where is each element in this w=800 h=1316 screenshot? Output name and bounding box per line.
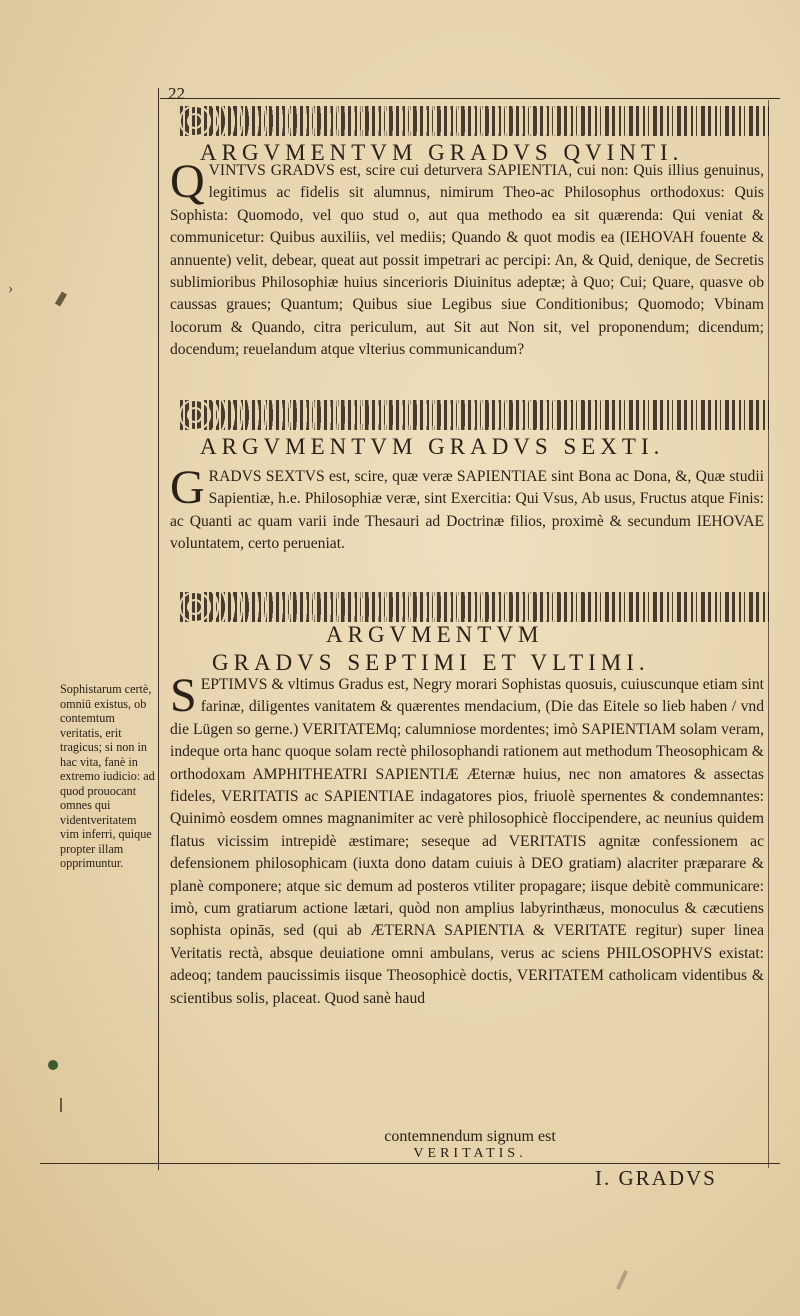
page-number: 22	[168, 84, 185, 103]
section-paragraph	[170, 155, 764, 362]
section-heading: ARGVMENTVM GRADVS QVINTI.	[200, 140, 684, 165]
margin-mark	[60, 1098, 62, 1112]
ink-spot	[48, 1060, 58, 1070]
drop-cap: S	[170, 669, 197, 722]
closing-word: VERITATIS.	[413, 1146, 527, 1161]
closing-line: contemnendum signum est	[384, 1128, 556, 1145]
right-frame-rule	[768, 100, 769, 1168]
catchword: I. GRADVS	[595, 1166, 717, 1190]
paragraph-text: EPTIMVS & vltimus Gradus est, Negry morari Sophistas quosuis, cuiuscunque etiam sint farinæ, diligentes vanitatem & quærentes mendacium, (Die das Eitele so lieb haben / vnd die Lügen so gerne.) VERITATEMq; calumniose mordentes; imò SAPIENTIAM solam veram, indeque orta hanc quoque solam rectè philosophandi rationem aut methodum Theosophicam & orthodoxam AMPHITHEATRI SAPIENTIÆ Æternæ huius, nec non amatores & assectas fideles, VERITATIS ac SAPIENTIAE indagatores pios, friuolè spernentes & condemnantes: Quinimò eosdem omnes magnanimiter ac verè philosophicè floccipendere, ac neunius quidem flatus vicissim intrepidè æstimare; seseque ad VERITATIS agnitæ confessionem ac defensionem philosophicam (iuxta dono datam cuiuis à DEO gratiam) alacriter præparare & planè componere; atque sic demum ad posteros vtiliter propagare; iisque debitè communicare: imò, cum gratiarum actione lætari, quòd non amplius labyrinthæus, monoculus & cæcutiens sophista opinās, sed (qui ab ÆTERNA SAPIENTIA & VERITATE regitur) super linea Veritatis rectà, absque deuiatione omni ambulans, verus ac sciens PHILOSOPHVS existat: adeoq; tandem paucissimis iisque Theosophicè doctis, VERITATEM catholicam videntibus & scientibus solis, placeat. Quod sanè haud	[170, 676, 764, 1007]
margin-mark: ›	[8, 280, 14, 297]
section-heading: ARGVMENTVM GRADVS SEXTI.	[200, 434, 665, 459]
section-paragraph	[170, 461, 764, 556]
ornament-band	[180, 592, 770, 622]
ornament-band	[180, 400, 770, 430]
section-paragraph	[170, 669, 764, 1010]
margin-note: Sophistarum certè, omniū existus, ob contemtum veritatis, erit tragicus; si non in hac vita, fanè in extremo iudicio: ad quod prouocant omnes qui videntveritatem vim inferri, quique propter illam opprimuntur.	[60, 682, 155, 870]
top-rule	[160, 98, 780, 99]
drop-cap: Q	[170, 155, 205, 208]
ornament-band	[180, 106, 770, 136]
bottom-rule	[40, 1163, 780, 1164]
paper-mark	[616, 1270, 628, 1290]
paragraph-text: VINTVS GRADVS est, scire cui deturvera SAPIENTIA, cui non: Quis illius genuinus, legitimus ac fidelis sit alumnus, nimirum Theo-ac Philosophus orthodoxus: Quis Sophista: Quomodo, vel quo stud o, aut qua methodo ea sit quærenda: Qui veniat & communicetur: Quibus auxiliis, vel mediis; Quando & quot modis ea (IEHOVAH fouente & annuente) velit, debear, queat aut possit impetrari ac percipi: An, & Quid, denique, de Secretis sublimioribus Philosophiæ huius sincerioris Diuinitus adeptæ; à Quo; Cui; Quare, quasve ob caussas graues; Quantum; Quibus siue Legibus siue Conditionibus; Quomodo; Vbinam locorum & Quando, citra periculum, aut Sit aut Non sit, vel proponendum; dicendum; docendum; reuelandum atque vlterius communicandum?	[170, 162, 764, 359]
section-heading-line2: GRADVS SEPTIMI ET VLTIMI.	[212, 650, 650, 675]
margin-mark	[55, 291, 67, 306]
left-frame-rule	[158, 88, 159, 1170]
drop-cap: G	[170, 461, 205, 514]
section-heading-line1: ARGVMENTVM	[326, 622, 544, 647]
paragraph-text: RADVS SEXTVS est, scire, quæ veræ SAPIENTIAE sint Bona ac Dona, &, Quæ studii Sapientiæ, h.e. Philosophiæ veræ, sint Exercitia: Qui Vsus, Ab usus, Fructus atque Finis: ac Quanti ac quam varii inde Thesauri ad Doctrinæ filios, proximè & secundum IEHOVAE voluntatem, certo perueniat.	[170, 468, 764, 553]
